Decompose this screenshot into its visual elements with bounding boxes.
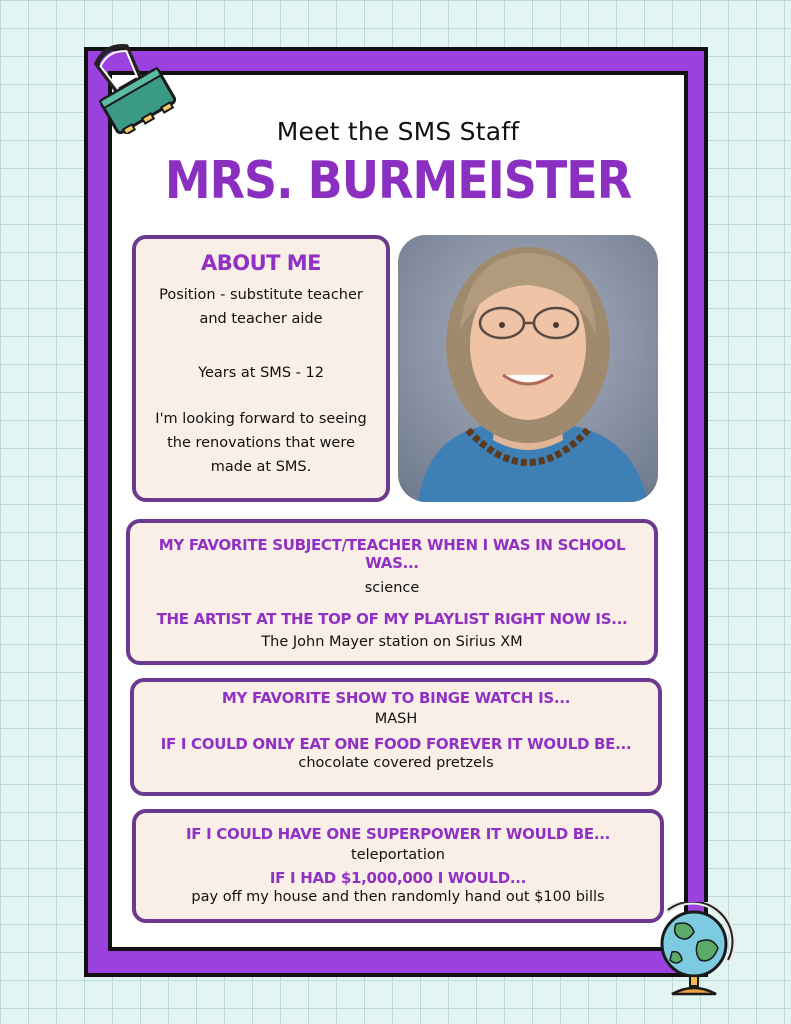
- about-me-heading: ABOUT ME: [200, 251, 322, 275]
- binder-clip-icon: [86, 44, 176, 134]
- answer-superpower: teleportation: [351, 847, 445, 863]
- note-line-1: I'm looking forward to seeing: [155, 411, 367, 427]
- question-food-forever: IF I COULD ONLY EAT ONE FOOD FOREVER IT WOULD BE...: [160, 735, 632, 753]
- question-superpower: IF I COULD HAVE ONE SUPERPOWER IT WOULD BE...: [185, 825, 611, 843]
- page-title: MRS. BURMEISTER: [164, 149, 632, 211]
- answer-favorite-subject: science: [364, 580, 420, 596]
- favorites-box-1: [126, 519, 658, 665]
- about-me-box: [132, 235, 390, 502]
- poster-frame: [84, 47, 708, 977]
- position-line-2: and teacher aide: [199, 311, 323, 327]
- question-playlist-artist: THE ARTIST AT THE TOP OF MY PLAYLIST RIGHT NOW IS...: [156, 610, 628, 628]
- question-favorite-subject: MY FAVORITE SUBJECT/TEACHER WHEN I WAS IN SCHOOL WAS...: [158, 536, 626, 572]
- poster-card: [108, 71, 688, 951]
- answer-binge-show: MASH: [374, 711, 418, 727]
- question-million-dollars: IF I HAD $1,000,000 I WOULD...: [269, 869, 527, 887]
- favorites-box-3: [132, 809, 664, 923]
- note-line-2: the renovations that were: [167, 435, 355, 451]
- staff-photo: [398, 235, 658, 502]
- answer-million-dollars: pay off my house and then randomly hand out $100 bills: [191, 889, 605, 905]
- page-subtitle: Meet the SMS Staff: [276, 117, 520, 146]
- question-binge-show: MY FAVORITE SHOW TO BINGE WATCH IS...: [221, 689, 571, 707]
- note-line-3: made at SMS.: [210, 459, 312, 475]
- answer-playlist-artist: The John Mayer station on Sirius XM: [261, 634, 523, 650]
- position-line-1: Position - substitute teacher: [159, 287, 363, 303]
- answer-food-forever: chocolate covered pretzels: [298, 755, 494, 771]
- years-line: Years at SMS - 12: [198, 365, 324, 381]
- globe-icon: [650, 902, 740, 1002]
- purple-border: [88, 51, 704, 973]
- about-me-text: [136, 283, 386, 479]
- favorites-box-2: [130, 678, 662, 796]
